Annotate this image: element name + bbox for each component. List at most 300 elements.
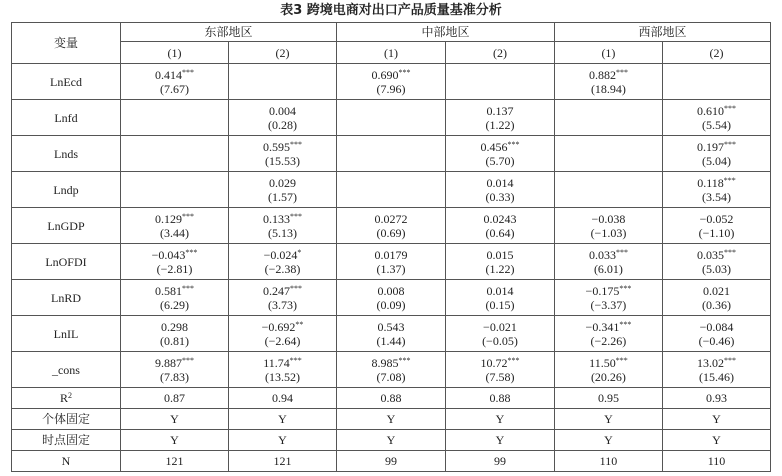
estimate-stack: [482, 320, 518, 348]
coef-cell: [445, 64, 554, 100]
coef-cell: [554, 100, 662, 136]
significance-stars: ***: [289, 283, 302, 293]
estimate-stack: [263, 140, 302, 168]
estimate-stack: [591, 212, 627, 240]
coefficient-line: [697, 356, 736, 370]
t-statistic: (0.09): [376, 297, 406, 312]
t-statistic: (5.54): [701, 117, 731, 132]
table-body: [12, 23, 771, 472]
coef-cell: [445, 172, 554, 208]
summary-value: Y: [554, 430, 662, 451]
t-statistic: (7.96): [376, 81, 406, 96]
summary-value: 121: [228, 451, 336, 472]
model-header: (1): [336, 42, 445, 64]
coefficient-value: 0.882: [588, 67, 616, 82]
coefficient-value: 0.456: [480, 139, 508, 154]
coef-cell: [228, 64, 336, 100]
summary-value: 0.95: [554, 388, 662, 409]
coef-cell: [120, 352, 228, 388]
summary-value: 110: [662, 451, 770, 472]
significance-stars: ***: [398, 355, 411, 365]
coef-cell: [554, 136, 662, 172]
summary-value: Y: [336, 409, 445, 430]
estimate-stack: [699, 320, 735, 348]
significance-stars: ***: [619, 319, 632, 329]
coef-cell: [336, 136, 445, 172]
coef-cell: [228, 316, 336, 352]
coefficient-line: [374, 212, 407, 226]
variable-header: 变量: [12, 23, 121, 64]
coefficient-line: [376, 320, 405, 334]
coefficient-line: [699, 212, 735, 226]
t-statistic: (0.28): [267, 117, 297, 132]
coefficient-line: [586, 320, 632, 334]
coefficient-value: 9.887: [154, 355, 182, 370]
summary-value: Y: [336, 430, 445, 451]
coef-cell: [662, 208, 770, 244]
coef-cell: [336, 244, 445, 280]
estimate-stack: [262, 320, 304, 348]
estimate-stack: [371, 356, 410, 384]
coefficient-value: 0.015: [486, 247, 514, 262]
coefficient-line: [374, 248, 407, 262]
summary-row: [12, 430, 771, 451]
estimate-stack: [697, 176, 736, 204]
coef-cell: [120, 280, 228, 316]
coef-cell: [228, 352, 336, 388]
row-label: _cons: [12, 352, 121, 388]
coef-cell: [228, 136, 336, 172]
coefficient-value: 0.595: [262, 139, 290, 154]
coef-cell: [554, 316, 662, 352]
coefficient-line: [480, 140, 519, 154]
summary-value: Y: [662, 409, 770, 430]
coefficient-line: [155, 356, 194, 370]
summary-value: Y: [445, 409, 554, 430]
coef-cell: [662, 280, 770, 316]
coefficient-line: [697, 140, 736, 154]
significance-stars: ***: [615, 247, 628, 257]
estimate-stack: [589, 68, 628, 96]
significance-stars: ***: [619, 283, 632, 293]
coef-cell: [336, 172, 445, 208]
t-statistic: (1.22): [485, 261, 515, 276]
row-label: Lndp: [12, 172, 121, 208]
significance-stars: ***: [181, 211, 194, 221]
coefficient-line: [155, 68, 194, 82]
estimate-stack: [376, 320, 405, 348]
estimate-stack: [589, 248, 628, 276]
summary-value: 121: [120, 451, 228, 472]
coefficient-value: 0.021: [702, 283, 730, 298]
row-label: Lnfd: [12, 100, 121, 136]
summary-value: Y: [120, 430, 228, 451]
t-statistic: (7.83): [159, 369, 189, 384]
summary-row: [12, 388, 771, 409]
row-label: 个体固定: [12, 409, 121, 430]
coefficient-line: [480, 356, 519, 370]
table-row: [12, 64, 771, 100]
t-statistic: (1.22): [485, 117, 515, 132]
coef-cell: [445, 244, 554, 280]
coefficient-line: [262, 320, 304, 334]
summary-value: Y: [228, 430, 336, 451]
summary-value: 0.93: [662, 388, 770, 409]
coefficient-value: 0.035: [696, 247, 724, 262]
table-row: [12, 316, 771, 352]
t-statistic: (7.67): [159, 81, 189, 96]
r-squared-base: R: [59, 391, 68, 405]
coefficient-value: 0.197: [696, 139, 724, 154]
coefficient-value: 0.008: [377, 283, 405, 298]
coefficient-value: 0.004: [268, 103, 296, 118]
estimate-stack: [485, 284, 514, 312]
coefficient-line: [155, 212, 194, 226]
coefficient-line: [702, 284, 731, 298]
coefficient-value: 10.72: [480, 355, 508, 370]
summary-value: 0.94: [228, 388, 336, 409]
header-row-models: [12, 42, 771, 64]
estimate-stack: [480, 356, 519, 384]
estimate-stack: [155, 68, 194, 96]
table-row: [12, 172, 771, 208]
coefficient-line: [697, 176, 736, 190]
coef-cell: [445, 100, 554, 136]
estimate-stack: [702, 284, 731, 312]
model-header: (2): [445, 42, 554, 64]
coefficient-line: [263, 284, 302, 298]
t-statistic: (−1.10): [698, 225, 735, 240]
row-label: [12, 388, 121, 409]
summary-row: [12, 409, 771, 430]
significance-stars: ***: [181, 67, 194, 77]
summary-value: 110: [554, 451, 662, 472]
coefficient-line: [264, 248, 302, 262]
coefficient-value: 13.02: [696, 355, 724, 370]
coefficient-value: 0.137: [486, 103, 514, 118]
coefficient-line: [586, 284, 632, 298]
significance-stars: ***: [723, 139, 736, 149]
model-header: (2): [662, 42, 770, 64]
coefficient-value: 0.014: [486, 283, 514, 298]
estimate-stack: [263, 212, 302, 240]
t-statistic: (6.29): [159, 297, 189, 312]
estimate-stack: [160, 320, 189, 348]
coef-cell: [336, 64, 445, 100]
coef-cell: [336, 352, 445, 388]
estimate-stack: [485, 104, 514, 132]
coefficient-line: [376, 284, 405, 298]
summary-value: Y: [445, 430, 554, 451]
significance-stars: ***: [615, 355, 628, 365]
coefficient-value: −0.175: [585, 283, 620, 298]
estimate-stack: [699, 212, 735, 240]
coefficient-value: 0.033: [588, 247, 616, 262]
estimate-stack: [263, 284, 302, 312]
coef-cell: [662, 172, 770, 208]
t-statistic: (0.64): [485, 225, 515, 240]
estimate-stack: [268, 104, 297, 132]
significance-stars: ***: [723, 355, 736, 365]
coef-cell: [445, 280, 554, 316]
summary-value: Y: [554, 409, 662, 430]
t-statistic: (7.58): [485, 369, 515, 384]
coefficient-value: −0.021: [483, 319, 517, 334]
coef-cell: [445, 208, 554, 244]
t-statistic: (−0.05): [482, 333, 518, 348]
t-statistic: (7.08): [376, 369, 406, 384]
t-statistic: (0.36): [701, 297, 731, 312]
estimate-stack: [589, 356, 628, 384]
estimate-stack: [485, 248, 514, 276]
coef-cell: [554, 280, 662, 316]
coefficient-value: 0.581: [154, 283, 182, 298]
coefficient-line: [589, 248, 628, 262]
coef-cell: [662, 136, 770, 172]
t-statistic: (1.57): [267, 189, 297, 204]
coefficient-value: 11.50: [589, 355, 616, 370]
row-label: Lnds: [12, 136, 121, 172]
t-statistic: (3.73): [267, 297, 297, 312]
t-statistic: (5.04): [701, 153, 731, 168]
estimate-stack: [155, 356, 194, 384]
coef-cell: [120, 244, 228, 280]
table-row: [12, 280, 771, 316]
region-header-east: 东部地区: [120, 23, 336, 42]
coef-cell: [662, 316, 770, 352]
significance-stars: ***: [615, 67, 628, 77]
table-row: [12, 136, 771, 172]
coef-cell: [228, 244, 336, 280]
summary-value: Y: [228, 409, 336, 430]
estimate-stack: [374, 212, 407, 240]
coef-cell: [336, 100, 445, 136]
region-header-central: 中部地区: [336, 23, 554, 42]
estimate-stack: [268, 176, 297, 204]
coefficient-value: 0.298: [160, 319, 188, 334]
t-statistic: (1.37): [376, 261, 406, 276]
significance-stars: ***: [723, 103, 736, 113]
coefficient-value: −0.043: [151, 247, 186, 262]
coefficient-value: 0.414: [154, 67, 182, 82]
row-label: LnIL: [12, 316, 121, 352]
coefficient-line: [152, 248, 198, 262]
coefficient-value: 0.029: [268, 175, 296, 190]
t-statistic: (1.44): [376, 333, 406, 348]
r-squared-exponent: 2: [68, 391, 72, 400]
t-statistic: (0.69): [376, 225, 406, 240]
header-row-regions: [12, 23, 771, 42]
model-header: (1): [554, 42, 662, 64]
coef-cell: [662, 352, 770, 388]
t-statistic: (0.15): [485, 297, 515, 312]
table-title: 表3 跨境电商对出口产品质量基准分析: [280, 3, 502, 18]
t-statistic: (13.52): [264, 369, 300, 384]
coef-cell: [336, 280, 445, 316]
t-statistic: (5.13): [267, 225, 297, 240]
t-statistic: (−2.64): [264, 333, 301, 348]
coef-cell: [120, 100, 228, 136]
estimate-stack: [152, 248, 198, 276]
coefficient-value: 0.610: [696, 103, 724, 118]
coefficient-line: [697, 104, 736, 118]
summary-value: 99: [336, 451, 445, 472]
significance-stars: ***: [289, 355, 302, 365]
table-row: [12, 352, 771, 388]
coef-cell: [445, 316, 554, 352]
coefficient-line: [589, 356, 628, 370]
t-statistic: (−1.03): [590, 225, 627, 240]
coefficient-value: 11.74: [263, 355, 290, 370]
table-row: [12, 100, 771, 136]
significance-stars: ***: [289, 211, 302, 221]
estimate-stack: [155, 284, 194, 312]
estimate-stack: [376, 284, 405, 312]
coefficient-value: 0.118: [697, 175, 724, 190]
summary-value: Y: [662, 430, 770, 451]
row-label: N: [12, 451, 121, 472]
coef-cell: [228, 280, 336, 316]
coefficient-line: [485, 248, 514, 262]
coef-cell: [554, 64, 662, 100]
row-label: 时点固定: [12, 430, 121, 451]
summary-value: 0.87: [120, 388, 228, 409]
row-label: LnGDP: [12, 208, 121, 244]
estimate-stack: [697, 140, 736, 168]
estimate-stack: [586, 320, 632, 348]
coefficient-value: 0.129: [154, 211, 182, 226]
estimate-stack: [483, 212, 516, 240]
coef-cell: [336, 208, 445, 244]
significance-stars: ***: [507, 355, 520, 365]
coef-cell: [228, 208, 336, 244]
row-label: LnRD: [12, 280, 121, 316]
coefficient-line: [263, 140, 302, 154]
coef-cell: [662, 100, 770, 136]
coefficient-value: 0.0179: [374, 247, 408, 262]
coefficient-line: [485, 284, 514, 298]
estimate-stack: [697, 248, 736, 276]
estimate-stack: [371, 68, 410, 96]
t-statistic: (20.26): [590, 369, 626, 384]
t-statistic: (5.70): [485, 153, 515, 168]
t-statistic: (−2.26): [590, 333, 627, 348]
coefficient-line: [699, 320, 735, 334]
coef-cell: [336, 316, 445, 352]
t-statistic: (5.03): [701, 261, 731, 276]
coefficient-value: 0.0272: [374, 211, 408, 226]
t-statistic: (−3.37): [590, 297, 627, 312]
coefficient-value: −0.692: [261, 319, 296, 334]
coef-cell: [554, 172, 662, 208]
estimate-stack: [485, 176, 514, 204]
coefficient-value: −0.341: [585, 319, 620, 334]
estimate-stack: [263, 356, 302, 384]
estimate-stack: [374, 248, 407, 276]
coef-cell: [445, 352, 554, 388]
region-header-west: 西部地区: [554, 23, 770, 42]
t-statistic: (−2.38): [264, 261, 301, 276]
coef-cell: [554, 352, 662, 388]
model-header: (2): [228, 42, 336, 64]
coefficient-value: 0.690: [371, 67, 399, 82]
coefficient-value: −0.024: [263, 247, 298, 262]
summary-value: 0.88: [445, 388, 554, 409]
coefficient-line: [485, 104, 514, 118]
coef-cell: [120, 64, 228, 100]
coef-cell: [120, 316, 228, 352]
significance-stars: ***: [398, 67, 411, 77]
coefficient-line: [268, 176, 297, 190]
coefficient-value: −0.084: [699, 319, 734, 334]
coef-cell: [120, 208, 228, 244]
coefficient-value: −0.052: [699, 211, 734, 226]
row-label: LnOFDI: [12, 244, 121, 280]
coefficient-line: [268, 104, 297, 118]
coefficient-value: 8.985: [371, 355, 399, 370]
significance-stars: ***: [723, 175, 736, 185]
t-statistic: (−2.81): [156, 261, 193, 276]
coef-cell: [554, 208, 662, 244]
coefficient-line: [482, 320, 518, 334]
estimate-stack: [480, 140, 519, 168]
estimate-stack: [697, 356, 736, 384]
t-statistic: (3.54): [701, 189, 731, 204]
summary-value: Y: [120, 409, 228, 430]
coefficient-line: [697, 248, 736, 262]
significance-stars: ***: [181, 355, 194, 365]
summary-value: 0.88: [336, 388, 445, 409]
estimate-stack: [586, 284, 632, 312]
table-row: [12, 244, 771, 280]
coefficient-value: 0.543: [377, 319, 405, 334]
model-header: (1): [120, 42, 228, 64]
coefficient-value: 0.247: [262, 283, 290, 298]
significance-stars: **: [295, 319, 304, 329]
t-statistic: (6.01): [593, 261, 623, 276]
significance-stars: ***: [181, 283, 194, 293]
coefficient-line: [591, 212, 627, 226]
coefficient-line: [263, 356, 302, 370]
t-statistic: (15.46): [698, 369, 734, 384]
t-statistic: (15.53): [264, 153, 300, 168]
regression-table: [11, 22, 771, 472]
coefficient-value: 0.0243: [483, 211, 517, 226]
t-statistic: (3.44): [159, 225, 189, 240]
estimate-stack: [697, 104, 736, 132]
significance-stars: ***: [723, 247, 736, 257]
coef-cell: [662, 64, 770, 100]
significance-stars: ***: [507, 139, 520, 149]
t-statistic: (−0.46): [698, 333, 735, 348]
significance-stars: ***: [185, 247, 198, 257]
coef-cell: [554, 244, 662, 280]
coefficient-line: [371, 356, 410, 370]
coefficient-line: [155, 284, 194, 298]
coefficient-line: [483, 212, 516, 226]
coefficient-value: 0.014: [486, 175, 514, 190]
significance-stars: ***: [289, 139, 302, 149]
coefficient-value: 0.133: [262, 211, 290, 226]
coefficient-line: [485, 176, 514, 190]
coefficient-value: −0.038: [591, 211, 626, 226]
t-statistic: (0.81): [159, 333, 189, 348]
coef-cell: [662, 244, 770, 280]
coefficient-line: [371, 68, 410, 82]
summary-row: [12, 451, 771, 472]
estimate-stack: [264, 248, 302, 276]
t-statistic: (0.33): [485, 189, 515, 204]
